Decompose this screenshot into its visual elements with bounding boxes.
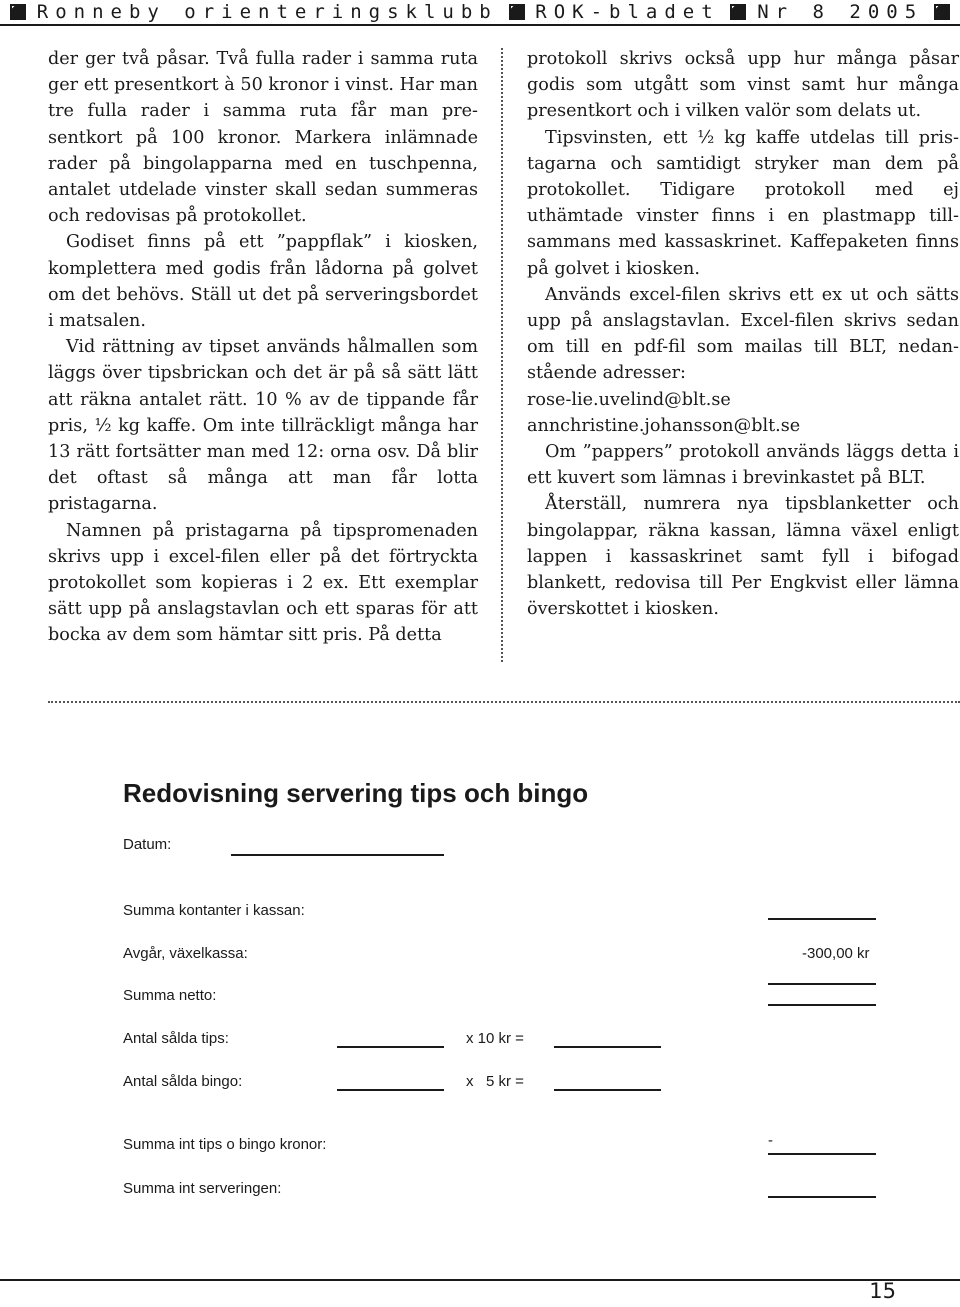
netto-label: Summa netto: <box>123 987 217 1004</box>
paragraph: Vid rättning av tipset används hålmallen som läggs över tipsbrickan och det är på så sätt lätt att räkna antalet rätt. 10 % av de tippande får pris, ½ kg kaffe. Om inte tillräckligt många har 13 rätt fortsätter man med 12: orna osv. Då blir det oftast så många att man får lotta pristagarna. <box>48 337 478 515</box>
kontanter-field[interactable] <box>768 918 876 920</box>
left-column <box>48 46 478 649</box>
int-tips-bingo-field[interactable] <box>768 1153 876 1155</box>
bingo-count-field[interactable] <box>337 1089 444 1091</box>
netto-field[interactable] <box>768 1004 876 1006</box>
footer-rule <box>0 1279 960 1281</box>
int-tips-bingo-value: - <box>768 1132 773 1149</box>
page-header <box>0 0 960 26</box>
paragraph: Tipsvinsten, ett ½ kg kaffe utdelas till pristagarna och samtidigt stryker man dem på protokollet. Tidigare protokoll med ej uthämtade vinster finns i en plastmapp tillsammans med kassaskrinet. Kaffepaketen finns på golvet i kiosken. <box>527 127 959 279</box>
paragraph: Används excel-filen skrivs ett ex ut och sätts upp på anslagstavlan. Excel-filen skrivs sedan om till en pdf-fil som mailas till BLT, nedanstående adresser: <box>527 284 959 384</box>
club-name: Ronneby orienteringsklubb <box>36 1 498 23</box>
paragraph: protokoll skrivs också upp hur många påsar godis som utgått som vinst samt hur många presentkort och i vilken valör som delats ut. <box>527 49 959 122</box>
paragraph: Om ”pappers” protokoll används läggs detta i ett kuvert som lämnas i brevinkastet på BLT. <box>527 442 959 489</box>
publication-name: ROK-bladet <box>535 1 720 23</box>
paragraph: Godiset finns på ett ”pappflak” i kiosken, komplettera med godis från lådorna på golvet om det behövs. Ställ ut det på serveringsbordet i matsalen. <box>48 232 478 332</box>
tips-label: Antal sålda tips: <box>123 1030 229 1047</box>
paragraph: Återställ, numrera nya tipsblanketter och bingolappar, räkna kassan, lämna växel enligt lappen i kassaskrinet samt fyll i bifogad blankett, redovisa till Per Engkvist eller lämna överskottet i kiosken. <box>527 494 959 620</box>
avgar-underline <box>768 983 876 985</box>
int-tips-bingo-label: Summa int tips o bingo kronor: <box>123 1136 327 1153</box>
bingo-sum-field[interactable] <box>554 1089 661 1091</box>
tips-rate: x 10 kr = <box>466 1030 524 1047</box>
column-divider <box>501 48 503 662</box>
issue-number: Nr 8 2005 <box>757 1 924 23</box>
tips-count-field[interactable] <box>337 1046 444 1048</box>
paragraph: Namnen på pristagarna på tipspromenaden skrivs upp i excel-filen eller på det förtryckta protokollet som kopieras i 2 ex. Ett exemplar sätt upp på anslagstavlan och ett sparas för att bocka av dem som hämtar sitt pris. På detta <box>48 520 478 646</box>
datum-field[interactable] <box>231 854 444 856</box>
kontanter-label: Summa kontanter i kassan: <box>123 902 305 919</box>
bullet-square-icon <box>934 4 950 20</box>
avgar-value: -300,00 kr <box>802 945 870 962</box>
int-servering-field[interactable] <box>768 1196 876 1198</box>
right-column <box>527 46 959 622</box>
paragraph: der ger två påsar. Två fulla rader i samma ruta ger ett presentkort à 50 kronor i vinst. Har man tre fulla rader i samma ruta får man presentkort på 100 kronor. Markera inlämnade rader på bingolapparna med en tuschpenna, antalet utdelade vinster skall sedan summeras och redovisas på protokollet. <box>48 49 478 227</box>
page-number: 15 <box>869 1279 896 1303</box>
email-address: annchristine.johansson@blt.se <box>527 415 801 436</box>
bingo-label: Antal sålda bingo: <box>123 1073 243 1090</box>
bullet-square-icon <box>730 4 746 20</box>
email-address: rose-lie.uvelind@blt.se <box>527 389 731 410</box>
int-servering-label: Summa int serveringen: <box>123 1180 282 1197</box>
section-divider <box>48 701 960 703</box>
bullet-square-icon <box>10 4 26 20</box>
avgar-label: Avgår, växelkassa: <box>123 945 248 962</box>
bingo-rate: x 5 kr = <box>466 1073 524 1090</box>
bullet-square-icon <box>509 4 525 20</box>
datum-label: Datum: <box>123 836 172 853</box>
tips-sum-field[interactable] <box>554 1046 661 1048</box>
form-title: Redovisning servering tips och bingo <box>123 778 589 808</box>
